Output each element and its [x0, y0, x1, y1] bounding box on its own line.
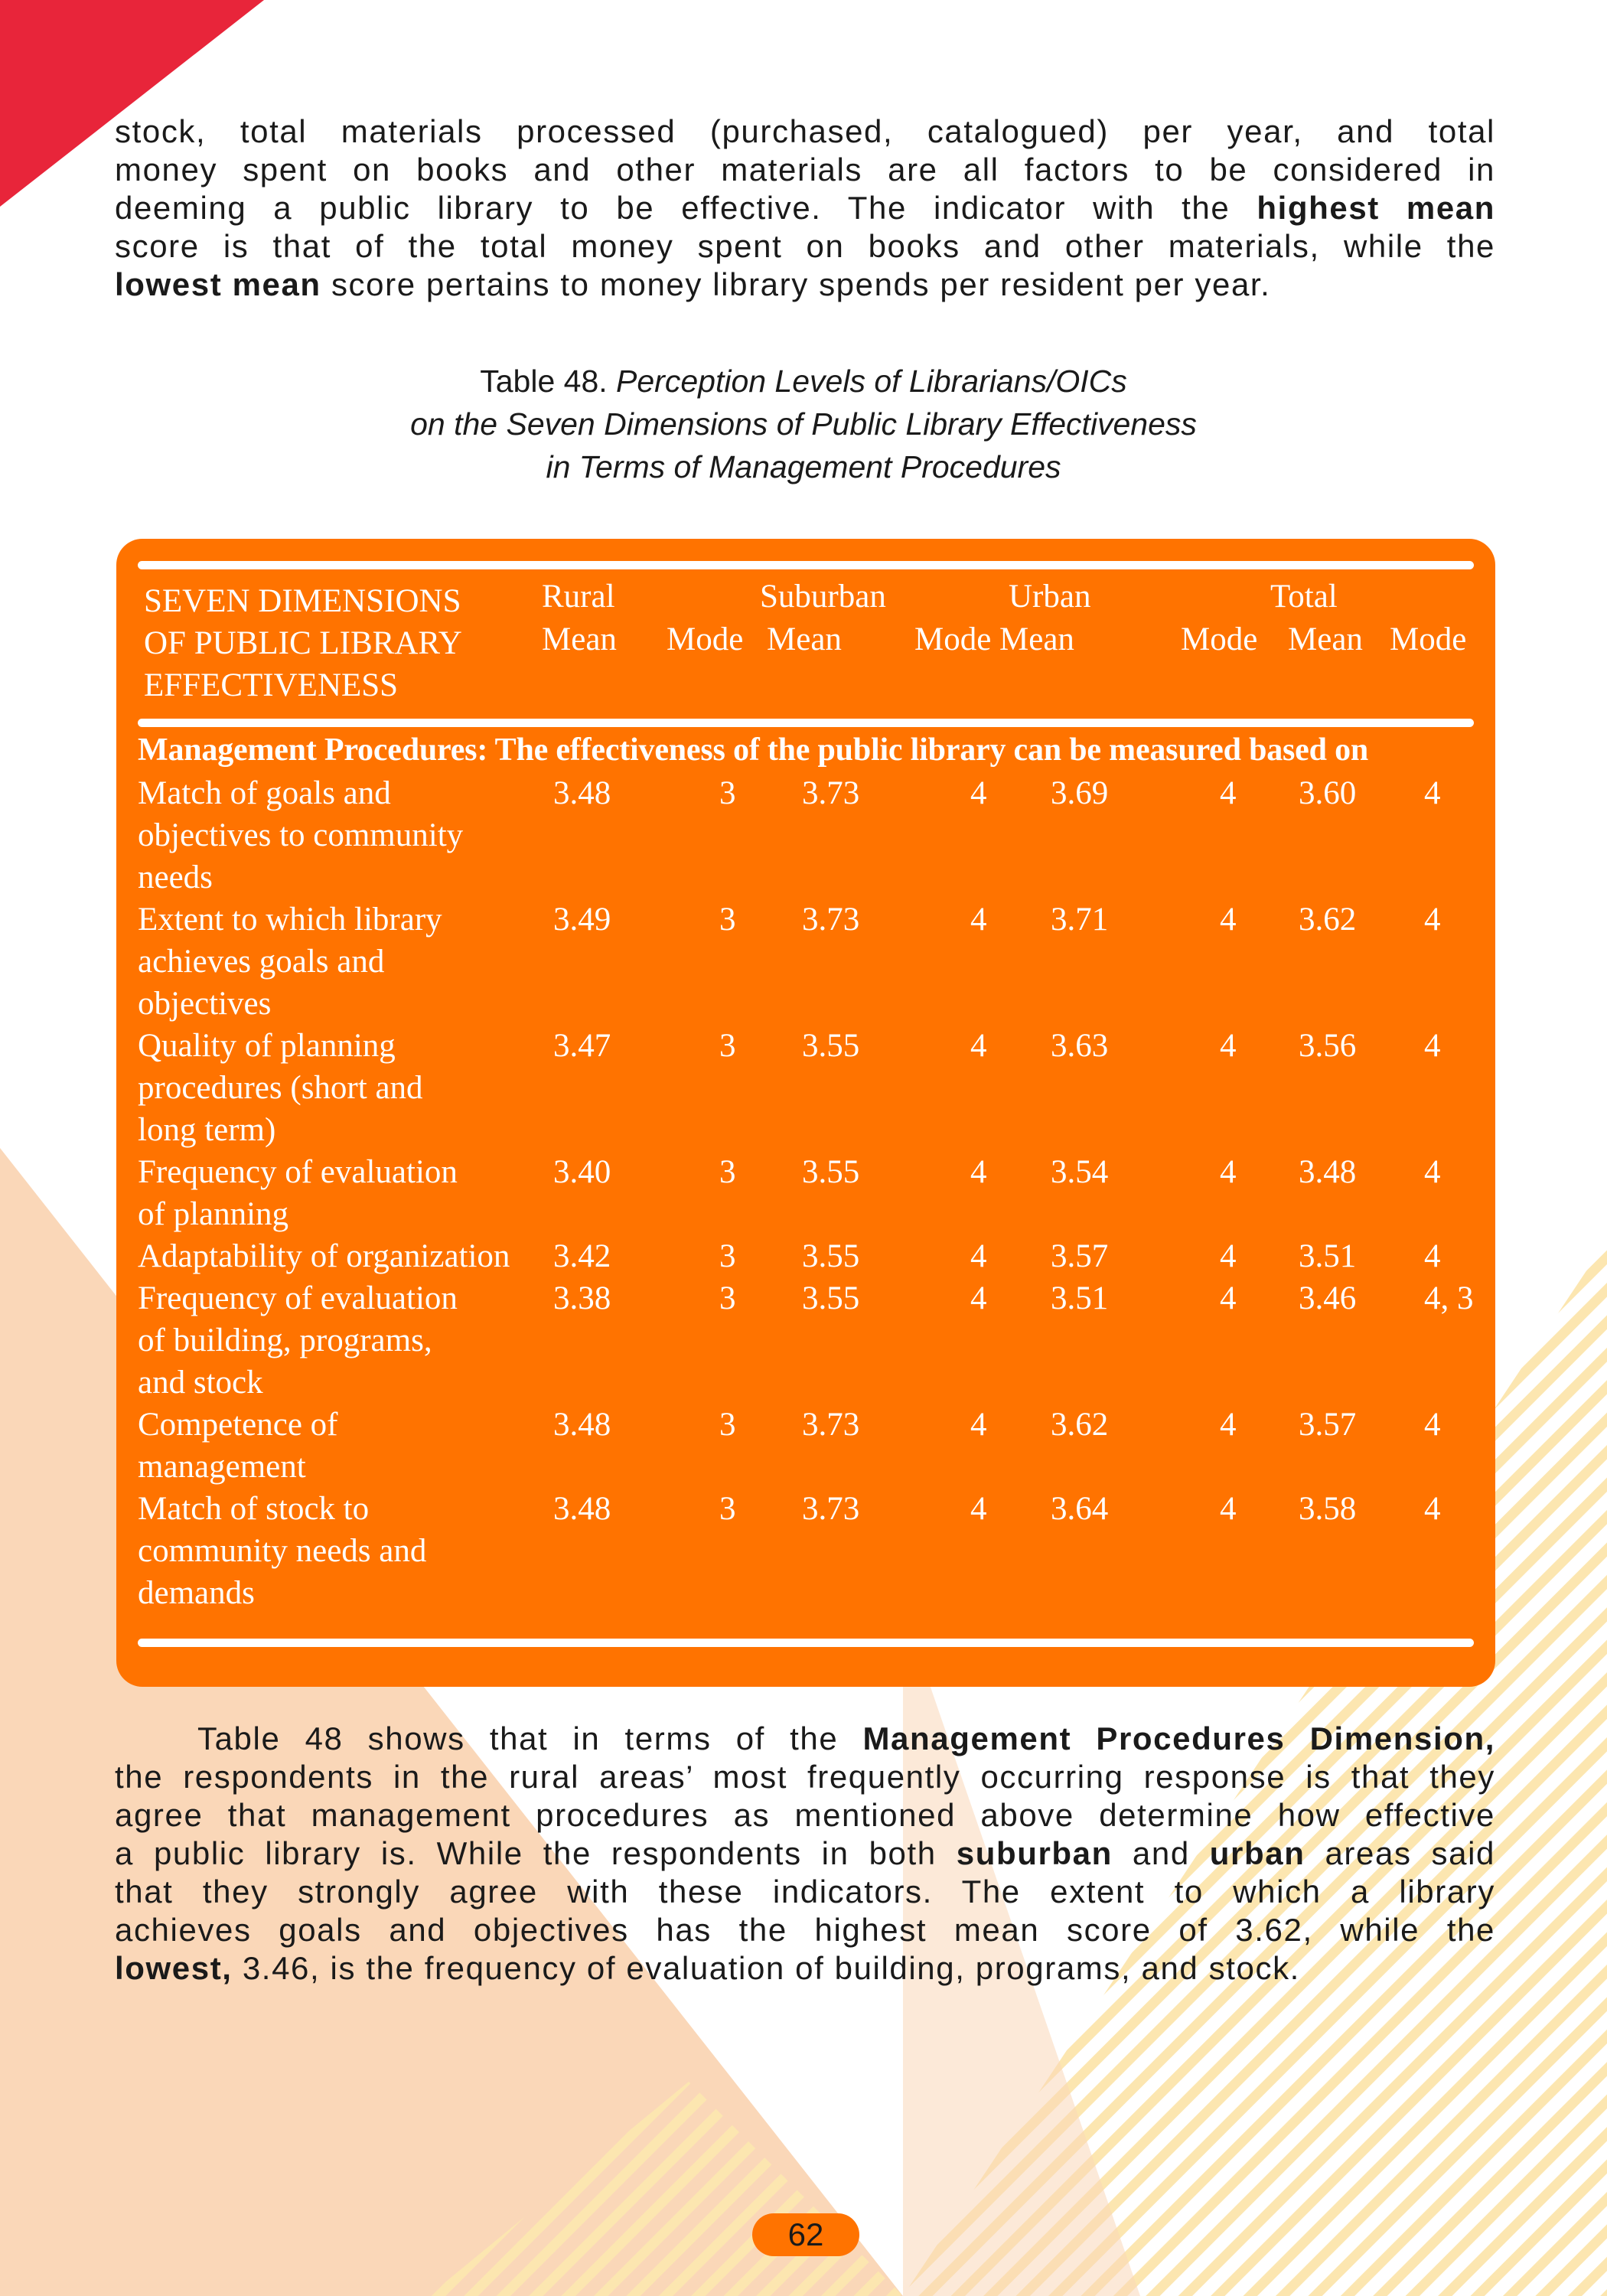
- mean-cell: 3.55: [802, 1238, 860, 1274]
- mean-cell: 3.46: [1299, 1280, 1357, 1316]
- mode-cell: 4, 3: [1424, 1280, 1474, 1316]
- mean-cell: 3.56: [1299, 1028, 1357, 1064]
- dimension-column-header: SEVEN DIMENSIONS OF PUBLIC LIBRARY EFFECTIVENESS: [144, 583, 462, 703]
- mode-cell: 3: [719, 1154, 736, 1190]
- header-rural: Rural: [542, 579, 615, 615]
- text-line: agree that management procedures as mentioned above determine how effective: [115, 1797, 1495, 1833]
- mode-cell: 4: [1220, 1154, 1237, 1190]
- mean-cell: 3.49: [553, 902, 611, 938]
- header-urban-mean: Mean: [999, 621, 1074, 657]
- mean-cell: 3.73: [802, 775, 860, 811]
- discussion-paragraph: [115, 1720, 1495, 1988]
- header-urban: Urban: [1009, 579, 1091, 615]
- mean-cell: 3.73: [802, 902, 860, 938]
- text-line: stock, total materials processed (purchased, catalogued) per year, and total: [115, 113, 1495, 149]
- mode-cell: 4: [1220, 775, 1237, 811]
- mean-cell: 3.40: [553, 1154, 611, 1190]
- text-line: that they strongly agree with these indicators. The extent to which a library: [115, 1874, 1495, 1910]
- header-rural-mean: Mean: [542, 621, 617, 657]
- caption-label: Table 48.: [480, 364, 617, 399]
- mode-cell: 4: [1220, 1280, 1237, 1316]
- bold-text: Management Procedures Dimension,: [862, 1720, 1495, 1756]
- mode-cell: 4: [1220, 1028, 1237, 1064]
- mean-cell: 3.55: [802, 1280, 860, 1316]
- mode-cell: 4: [1424, 1154, 1441, 1190]
- mean-cell: 3.57: [1051, 1238, 1109, 1274]
- bold-text: suburban: [956, 1835, 1113, 1871]
- mean-cell: 3.55: [802, 1028, 860, 1064]
- caption-line-2: on the Seven Dimensions of Public Library Effectiveness: [410, 406, 1197, 442]
- mode-cell: 4: [1424, 1407, 1441, 1443]
- mean-cell: 3.60: [1299, 775, 1357, 811]
- mean-cell: 3.51: [1299, 1238, 1357, 1274]
- caption-line-1: [0, 360, 1607, 403]
- row-label: Quality of planning procedures (short and long term): [138, 1028, 423, 1148]
- mean-cell: 3.73: [802, 1407, 860, 1443]
- header-urban-mode: Mode: [1181, 621, 1258, 657]
- mode-cell: 4: [1424, 1491, 1441, 1527]
- text-line: deeming a public library to be effective. The indicator with the highest mean: [115, 190, 1495, 226]
- mean-cell: 3.58: [1299, 1491, 1357, 1527]
- mean-cell: 3.63: [1051, 1028, 1109, 1064]
- mean-cell: 3.42: [553, 1238, 611, 1274]
- row-label: Match of stock to community needs and demands: [138, 1491, 427, 1611]
- mean-cell: 3.73: [802, 1491, 860, 1527]
- table-header-rule: [138, 719, 1474, 727]
- table-caption: [0, 360, 1607, 488]
- mean-cell: 3.47: [553, 1028, 611, 1064]
- row-label: Competence of management: [138, 1407, 338, 1485]
- mode-cell: 4: [970, 1238, 987, 1274]
- bold-text: lowest mean: [115, 266, 321, 302]
- mode-cell: 4: [970, 1491, 987, 1527]
- page-number: 62: [752, 2213, 859, 2256]
- text-line: money spent on books and other materials are all factors to be considered in: [115, 152, 1495, 188]
- text-line: achieves goals and objectives has the highest mean score of 3.62, while the: [115, 1912, 1495, 1948]
- header-suburban-mode: Mode: [914, 621, 992, 657]
- mean-cell: 3.48: [553, 1491, 611, 1527]
- mode-cell: 4: [970, 1028, 987, 1064]
- row-label: Frequency of evaluation of planning: [138, 1154, 458, 1232]
- mode-cell: 4: [1220, 902, 1237, 938]
- header-suburban: Suburban: [760, 579, 886, 615]
- row-label: Match of goals and objectives to community needs: [138, 775, 464, 895]
- mean-cell: 3.71: [1051, 902, 1109, 938]
- intro-paragraph: [115, 113, 1495, 304]
- bold-text: lowest,: [115, 1950, 233, 1986]
- row-label: Frequency of evaluation of building, programs, and stock: [138, 1280, 458, 1401]
- header-suburban-mean: Mean: [767, 621, 842, 657]
- mode-cell: 3: [719, 1238, 736, 1274]
- caption-title-1: Perception Levels of Librarians/OICs: [616, 364, 1127, 399]
- mode-cell: 4: [970, 1154, 987, 1190]
- mode-cell: 4: [1424, 1028, 1441, 1064]
- mean-cell: 3.48: [553, 1407, 611, 1443]
- mean-cell: 3.54: [1051, 1154, 1109, 1190]
- mode-cell: 4: [1424, 775, 1441, 811]
- header-total-mode: Mode: [1390, 621, 1467, 657]
- caption-line-3: in Terms of Management Procedures: [546, 449, 1061, 484]
- mode-cell: 4: [1220, 1491, 1237, 1527]
- mode-cell: 3: [719, 1491, 736, 1527]
- mean-cell: 3.69: [1051, 775, 1109, 811]
- mean-cell: 3.64: [1051, 1491, 1109, 1527]
- text-line: score is that of the total money spent on books and other materials, while the: [115, 228, 1495, 264]
- mean-cell: 3.57: [1299, 1407, 1357, 1443]
- header-rural-mode: Mode: [667, 621, 744, 657]
- text-line: lowest mean score pertains to money library spends per resident per year.: [115, 266, 1271, 302]
- text-line: a public library is. While the respondents in both suburban and urban areas said: [115, 1835, 1495, 1871]
- header-total: Total: [1270, 579, 1338, 615]
- mode-cell: 4: [1424, 902, 1441, 938]
- mode-cell: 3: [719, 1280, 736, 1316]
- text-line: Table 48 shows that in terms of the Management Procedures Dimension,: [197, 1720, 1495, 1756]
- row-label: Adaptability of organization: [138, 1238, 510, 1274]
- mode-cell: 3: [719, 902, 736, 938]
- mode-cell: 3: [719, 775, 736, 811]
- mean-cell: 3.62: [1051, 1407, 1109, 1443]
- mode-cell: 4: [1424, 1238, 1441, 1274]
- bold-text: urban: [1209, 1835, 1305, 1871]
- mean-cell: 3.48: [1299, 1154, 1357, 1190]
- mean-cell: 3.48: [553, 775, 611, 811]
- mode-cell: 4: [970, 775, 987, 811]
- mean-cell: 3.38: [553, 1280, 611, 1316]
- mean-cell: 3.55: [802, 1154, 860, 1190]
- section-title: Management Procedures: The effectiveness of the public library can be measured based on: [138, 732, 1369, 768]
- mode-cell: 4: [1220, 1238, 1237, 1274]
- text-line: the respondents in the rural areas’ most frequently occurring response is that they: [115, 1759, 1495, 1795]
- mode-cell: 4: [970, 902, 987, 938]
- bold-text: highest mean: [1257, 190, 1495, 226]
- mode-cell: 3: [719, 1407, 736, 1443]
- header-total-mean: Mean: [1288, 621, 1363, 657]
- mean-cell: 3.51: [1051, 1280, 1109, 1316]
- text-line: lowest, 3.46, is the frequency of evaluation of building, programs, and stock.: [115, 1950, 1300, 1986]
- mode-cell: 4: [970, 1280, 987, 1316]
- mode-cell: 4: [970, 1407, 987, 1443]
- table-top-rule: [138, 561, 1474, 569]
- mean-cell: 3.62: [1299, 902, 1357, 938]
- table-bottom-rule: [138, 1639, 1474, 1647]
- row-label: Extent to which library achieves goals and objectives: [138, 902, 442, 1022]
- mode-cell: 3: [719, 1028, 736, 1064]
- mode-cell: 4: [1220, 1407, 1237, 1443]
